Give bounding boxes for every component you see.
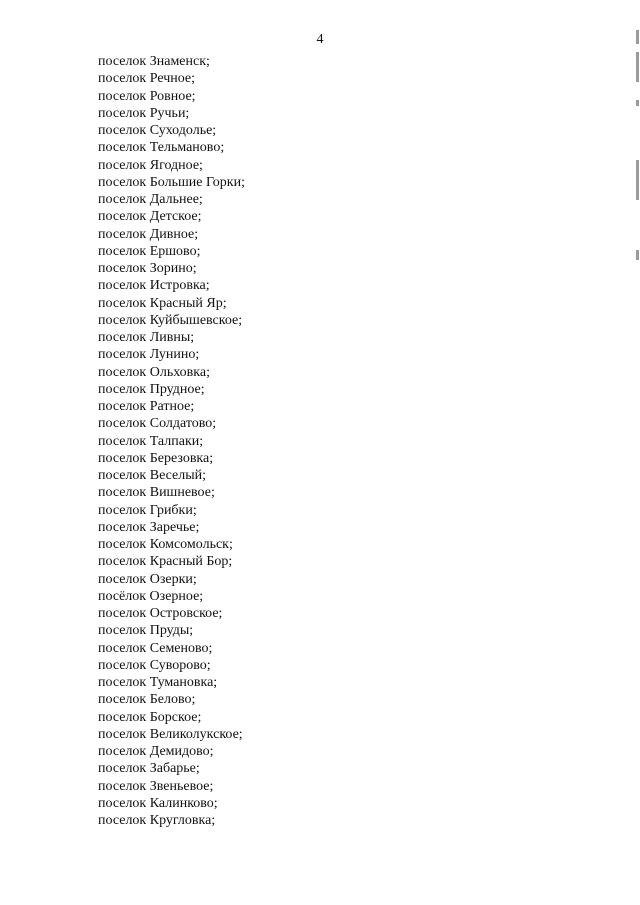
list-item: поселок Семеново; [98,640,213,656]
list-item: поселок Лунино; [98,347,200,363]
list-item: поселок Заречье; [98,519,200,535]
list-item: поселок Знаменск; [98,54,210,69]
list-item: поселок Куйбышевское; [98,312,243,328]
list-item: поселок Детское; [98,209,202,225]
list-item: поселок Вишневое; [98,485,215,501]
list-item: поселок Островское; [98,606,223,621]
list-item: поселок Веселый; [98,468,207,483]
list-item: поселок Березовка; [98,450,214,466]
list-item: поселок Ровное; [98,88,196,104]
list-item: поселок Тельманово; [98,140,225,156]
list-item: поселок Тумановка; [98,675,218,690]
list-item: поселок Истровка; [98,278,210,294]
list-item: поселок Речное; [98,71,196,87]
list-item: поселок Ратное; [98,399,195,414]
list-item: поселок Большие Горки; [98,174,245,190]
list-item: поселок Красный Яр; [98,295,227,311]
scan-edge-marks [634,30,640,290]
list-item: поселок Комсомольск; [98,537,233,552]
list-item: поселок Борское; [98,709,202,725]
list-item: поселок Кругловка; [98,813,216,828]
list-item: поселок Красный Бор; [98,554,233,570]
list-item: поселок Ягодное; [98,157,203,173]
list-item: поселок Талпаки; [98,433,204,449]
list-item: поселок Суходолье; [98,123,217,138]
page-number: 4 [316,32,324,47]
list-item: поселок Звеньевое; [98,778,214,794]
list-item: поселок Озерки; [98,571,197,587]
list-item: поселок Демидово; [98,744,214,759]
list-item: поселок Пруды; [98,623,194,639]
list-item: поселок Калинково; [98,795,218,811]
settlement-list [98,53,245,829]
list-item: поселок Забарье; [98,761,200,777]
list-item: посёлок Озерное; [98,588,204,604]
list-item: поселок Суворово; [98,657,211,673]
list-item: поселок Солдатово; [98,416,217,432]
list-item: поселок Ручьи; [98,105,190,121]
list-item: поселок Зорино; [98,261,197,276]
list-item: поселок Дальнее; [98,192,203,207]
list-item: поселок Ливны; [98,330,195,345]
list-item: поселок Прудное; [98,381,205,397]
list-item: поселок Великолукское; [98,726,243,742]
list-item: поселок Ольховка; [98,364,210,380]
list-item: поселок Ершово; [98,243,201,259]
list-item: поселок Белово; [98,692,196,708]
list-item: поселок Грибки; [98,502,197,518]
list-item: поселок Дивное; [98,226,199,242]
